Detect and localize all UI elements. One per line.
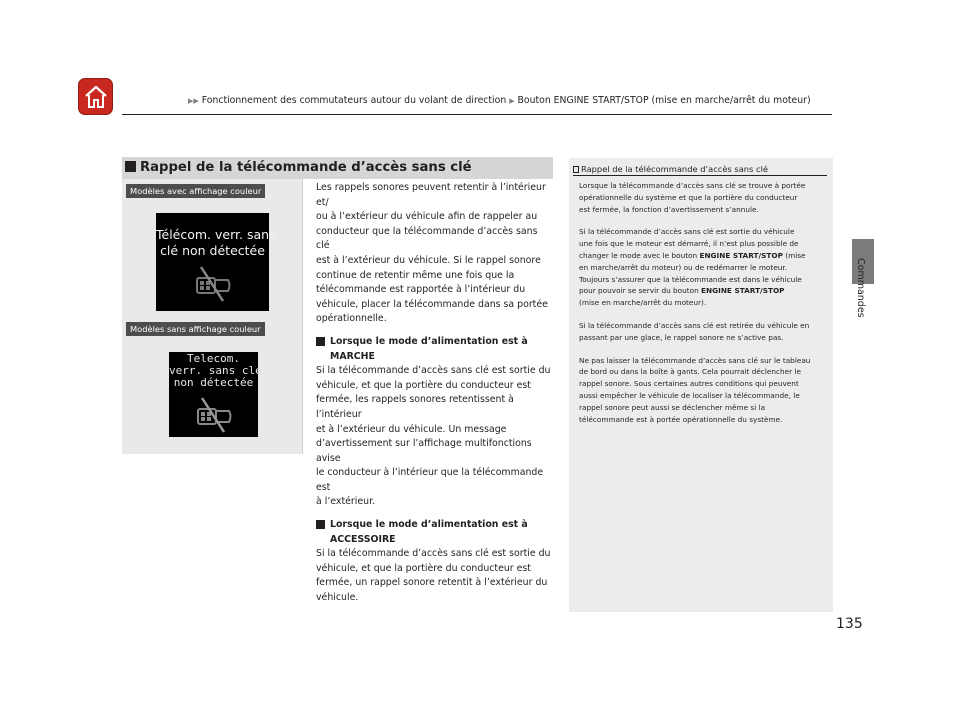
header-divider	[122, 114, 832, 115]
side-note-heading[interactable]	[573, 164, 768, 174]
text-line: de bord ou dans la boîte à gants. Cela pourrait déclencher le	[579, 367, 801, 377]
text-line: à l’extérieur.	[316, 496, 376, 508]
key-fob-crossed-icon	[191, 396, 237, 434]
marche-paragraph	[316, 364, 552, 510]
text-line: est à l’extérieur du véhicule. Si le rappel sonore	[316, 254, 541, 266]
section-square-icon	[316, 520, 325, 529]
note-paragraph	[579, 226, 825, 309]
note-paragraph	[579, 180, 825, 215]
subheading-line: MARCHE	[330, 350, 375, 362]
text-line: en marche/arrêt du moteur) ou de redémarrer le moteur.	[579, 262, 788, 272]
side-note-body	[579, 180, 825, 436]
text-line: pour pouvoir se servir du bouton	[579, 286, 702, 296]
text-line: continue de retentir même une fois que la	[316, 269, 515, 281]
text-line: d’avertissement sur l’affichage multifonctions avise	[316, 438, 532, 464]
breadcrumb-link-1[interactable]: Fonctionnement des commutateurs autour du volant de direction	[201, 95, 507, 106]
text-line: ou à l’extérieur du véhicule afin de rappeler au	[316, 211, 538, 223]
display-message-line2: clé non détectée	[160, 243, 265, 258]
text-line: Si la télécommande d’accès sans clé est sortie du	[316, 548, 551, 560]
text-line: le conducteur à l’intérieur que la télécommande est	[316, 467, 544, 493]
key-fob-crossed-icon	[190, 265, 236, 303]
text-line: est fermée, la fonction d’avertissement s’annule.	[579, 204, 759, 214]
subheading-line: Lorsque le mode d’alimentation est à	[330, 519, 528, 531]
section-title	[125, 160, 472, 175]
figure-caption-color: Modèles avec affichage couleur	[126, 184, 265, 198]
display-color-screen	[156, 213, 276, 311]
bold-label: ENGINE START/STOP	[701, 286, 785, 296]
bold-label: ENGINE START/STOP	[699, 250, 783, 260]
subheading-line: ACCESSOIRE	[330, 533, 396, 545]
text-line: conducteur que la télécommande d’accès sans clé	[316, 225, 538, 252]
note-paragraph	[579, 355, 825, 426]
text-line: véhicule, et que la portière du conducteur est	[316, 562, 531, 574]
text-line: Si la télécommande d’accès sans clé est sortie du véhicule	[579, 227, 795, 237]
side-note-divider	[573, 175, 827, 176]
text-line: opérationnelle du système et que la portière du conducteur	[579, 192, 798, 202]
subheading-marche	[316, 335, 552, 364]
text-line: véhicule, placer la télécommande dans sa portée	[316, 298, 548, 310]
text-line: (mise	[782, 250, 806, 260]
text-line: Lorsque la télécommande d’accès sans clé se trouve à portée	[579, 181, 806, 190]
chapter-label: Commandes	[855, 258, 866, 318]
text-line: aussi empêcher le véhicule de localiser la télécommande, le	[579, 390, 800, 400]
text-line: Si la télécommande d’accès sans clé est retirée du véhicule en	[579, 320, 810, 330]
text-line: télécommande est à portée opérationnelle du système.	[579, 414, 783, 424]
text-line: Les rappels sonores peuvent retentir à l’intérieur et/	[316, 182, 546, 208]
page-number: 135	[836, 616, 863, 632]
text-line: une fois que le moteur est démarré, il n’est plus possible de	[579, 239, 799, 249]
text-line: changer le mode avec le bouton	[579, 250, 700, 260]
breadcrumb	[188, 95, 811, 106]
section-title-text: Rappel de la télécommande d’accès sans clé	[140, 160, 472, 175]
text-line: rappel sonore. Sous certaines autres conditions qui peuvent	[579, 379, 799, 389]
display-mono-screen	[169, 352, 262, 437]
text-line: Si la télécommande d’accès sans clé est sortie du	[316, 365, 551, 377]
text-line: (mise en marche/arrêt du moteur).	[579, 298, 707, 308]
home-button[interactable]	[78, 78, 113, 115]
intro-paragraph	[316, 181, 552, 327]
text-line: fermée, les rappels sonores retentissent à l’intérieur	[316, 394, 514, 420]
section-square-icon	[125, 161, 136, 172]
breadcrumb-link-2[interactable]: Bouton ENGINE START/STOP (mise en marche/arrêt du moteur)	[517, 95, 811, 106]
accessoire-paragraph	[316, 547, 552, 605]
subheading-accessoire	[316, 518, 552, 547]
text-line: et à l’extérieur du véhicule. Un message	[316, 423, 507, 435]
section-square-icon	[316, 337, 325, 346]
text-line: télécommande est rapportée à l’intérieur du	[316, 284, 526, 296]
text-line: Toujours s’assurer que la télécommande est dans le véhicule	[579, 274, 802, 284]
note-paragraph	[579, 320, 825, 344]
text-line: véhicule.	[316, 592, 359, 604]
display-message-line3: non détectée	[173, 376, 254, 389]
note-icon	[573, 166, 579, 173]
text-line: passant par une glace, le rappel sonore ne s’active pas.	[579, 332, 784, 342]
text-line: Ne pas laisser la télécommande d’accès sans clé sur le tableau	[579, 355, 811, 365]
text-line: opérationnelle.	[316, 313, 387, 325]
text-line: rappel sonore peut aussi se déclencher même si la	[579, 402, 766, 412]
home-icon	[84, 84, 108, 110]
display-message-line2: verr. sans clé	[169, 364, 262, 377]
text-line: fermée, un rappel sonore retentit à l’extérieur du	[316, 577, 548, 589]
subheading-line: Lorsque le mode d’alimentation est à	[330, 335, 528, 347]
main-body-text	[316, 181, 552, 606]
side-note-heading-text: Rappel de la télécommande d’accès sans clé	[581, 164, 768, 174]
figure-caption-mono: Modèles sans affichage couleur	[126, 322, 265, 336]
display-message-line1: Telecom.	[187, 352, 240, 365]
arrow-icon: ▶▶	[188, 97, 199, 105]
arrow-icon: ▶	[509, 97, 515, 105]
display-message-line1: Télécom. verr. sans	[156, 227, 276, 242]
text-line: véhicule, et que la portière du conducteur est	[316, 379, 531, 391]
